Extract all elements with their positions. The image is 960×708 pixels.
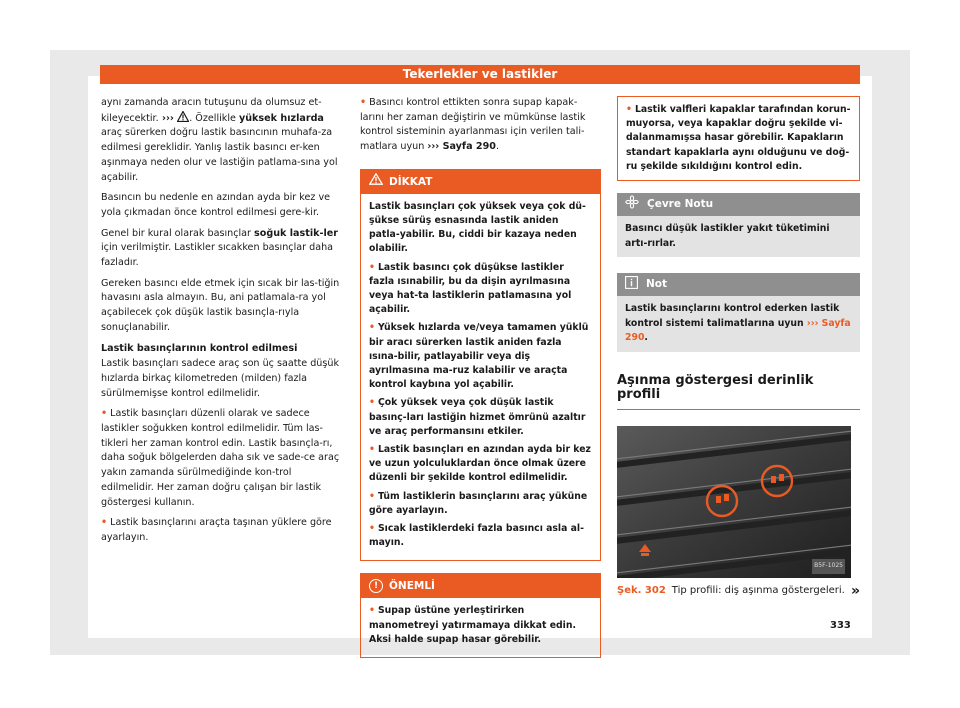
bullet-icon: • [360, 97, 367, 108]
info-note-title: Not [646, 278, 668, 291]
info-note-header [617, 273, 860, 296]
tire-tread-illustration [617, 426, 851, 578]
page-number: 333 [830, 620, 851, 631]
page-link[interactable]: ››› Sayfa 290 [625, 317, 851, 344]
tire-tread-figure [617, 426, 851, 578]
list-item: • Lastik basınçları düzenli olarak ve sadece lastikler soğukken kontrol edilmelidir. Tüm las-tikleri her zaman kontrol edin. Lastik basınçla-rı, daha soğuk bölgelerden daha sık ve sade-ce araç yakın zamanda sürülmediğinde kon-trol edilmelidir. Her zaman doğru çalışan bir lastik göstergesi kullanın. [101, 408, 340, 508]
list-item: • Lastik valfleri kapaklar tarafından korun-muyorsa, veya kapaklar doğru şekilde vi-dalanmamışsa hasar görebilir. Kapakların standart kapaklarla aynı olduğunu ve doğ-ru şekilde sıkıldığını kontrol edin. [626, 104, 851, 172]
figure-caption: Şek. 302 Tip profili: diş aşınma göstergeleri. » [617, 582, 860, 599]
bullet-icon: • [369, 322, 375, 334]
warning-triangle-icon [177, 113, 189, 124]
info-note-body: Lastik basınçlarını kontrol ederken lastik kontrol sistemi talimatlarına uyun ››› Sayfa 290. [625, 303, 851, 344]
bullet-icon: • [626, 104, 632, 115]
list-item: • Lastik basınçlarını araçta taşınan yüklere göre ayarlayın. [101, 517, 332, 543]
bullet-icon: • [369, 444, 375, 456]
column-middle [360, 96, 601, 658]
xref-arrow[interactable]: ››› [158, 112, 178, 124]
bullet-icon: • [369, 490, 375, 502]
paragraph: aynı zamanda aracın tutuşunu da olumsuz et-kileyecektir. ››› . Özellikle yüksek hızlarda araç sürerken doğru lastik basıncının muhafa-za edilmesi gereklidir. Yanlış lastik basıncı er-ken aşınmaya neden olur ve lastiğin patlama-sına yol açabilir. [101, 97, 338, 183]
bullet-icon: • [101, 517, 108, 529]
bullet-icon: • [101, 408, 108, 420]
column-right [617, 96, 860, 599]
environment-note-body: Basıncı düşük lastikler yakıt tüketimini artı-rırlar. [625, 223, 830, 249]
warning-triangle-icon [369, 170, 383, 194]
bullet-icon: • [369, 397, 375, 409]
warning-box-body [361, 194, 600, 561]
notice-box-continued [617, 96, 860, 181]
paragraph: Genel bir kural olarak basınçlar soğuk lastik-ler için verilmiştir. Lastikler sıcakken basınçlar daha fazladır. [101, 227, 339, 269]
flower-icon [625, 195, 639, 214]
list-item: • Çok yüksek veya çok düşük lastik basınç-ları lastiğin hizmet ömrünü azaltır ve araç performansını etkiler. [369, 397, 586, 437]
section-title: Aşınma göstergesi derinlik profili [617, 374, 860, 410]
paragraph: Basıncın bu nedenle en azından ayda bir kez ve yola çıkmadan önce kontrol edilmesi gere-kir. [101, 192, 331, 218]
list-item: • Yüksek hızlarda ve/veya tamamen yüklü bir aracı sürerken lastik aniden fazla ısına-bilir, patlayabilir veya diş ayrılmasına ma-ruz kalabilir ve araçta kontrol kaybına yol açabilir. [369, 322, 589, 391]
list-item: • Lastik basıncı çok düşükse lastikler fazla ısınabilir, bu da dişin ayrılmasına veya hat-ta lastiklerin patlamasına yol açabilir. [369, 261, 572, 316]
figure-number: Şek. 302 [617, 584, 666, 596]
warning-box-header [361, 170, 600, 194]
list-item: • Tüm lastiklerin basınçlarını araç yüküne göre ayarlayın. [369, 490, 588, 516]
paragraph: Gereken basıncı elde etmek için sıcak bir las-tiğin havasını asla almayın. Bu, ani patlamala-ra yol açabilecek çok düşük lastik basınçla-rıyla sonuçlanabilir. [101, 277, 340, 333]
list-item: • Sıcak lastiklerdeki fazla basıncı asla al-mayın. [369, 523, 584, 549]
environment-note-box [617, 193, 860, 257]
warning-title: DİKKAT [389, 175, 433, 188]
warning-box [360, 169, 601, 562]
exclamation-icon: ! [369, 579, 383, 593]
notice-box [360, 573, 601, 658]
bullet-icon: • [369, 605, 375, 617]
bullet-icon: • [369, 261, 375, 273]
list-item: • Supap üstüne yerleştirirken manometreyi yatırmamaya dikkat edin. Aksi halde supap hasar görebilir. [369, 605, 576, 645]
list-item: • Lastik basınçları en azından ayda bir kez ve uzun yolculuklardan önce olmak üzere düzenli bir şekilde kontrol edilmelidir. [369, 444, 591, 484]
notice-box-header [361, 574, 600, 598]
list-item: • Basıncı kontrol ettikten sonra supap kapak-larını her zaman değiştirin ve mümkünse lastik kontrol sisteminin ayarlanması için verilen tali-matlara uyun ››› Sayfa 290. [360, 97, 586, 153]
environment-note-header [617, 193, 860, 216]
subheading: Lastik basınçlarının kontrol edilmesi [101, 342, 298, 354]
notice-box-body [361, 598, 600, 657]
notice-title: ÖNEMLİ [389, 580, 435, 593]
figure-code: B5F-1025 [812, 559, 845, 574]
column-left [101, 96, 342, 552]
bullet-icon: • [369, 523, 375, 535]
info-note-box [617, 273, 860, 352]
info-icon [625, 276, 638, 294]
environment-note-title: Çevre Notu [647, 198, 714, 211]
continue-arrow: » [850, 582, 860, 599]
chapter-header: Tekerlekler ve lastikler [100, 65, 860, 84]
warning-intro: Lastik basınçları çok yüksek veya çok dü-şükse sürüş esnasında lastik aniden patla-yabilir. Bu, ciddi bir kazaya neden olabilir. [369, 200, 586, 255]
paragraph: Lastik basınçları sadece araç son üç saatte düşük hızlarda birkaç kilometreden (milden) fazla sürülmemişse kontrol edilmelidir. [101, 358, 340, 399]
page-link[interactable]: ››› Sayfa 290 [427, 141, 496, 153]
notice-continued-body [617, 96, 860, 181]
